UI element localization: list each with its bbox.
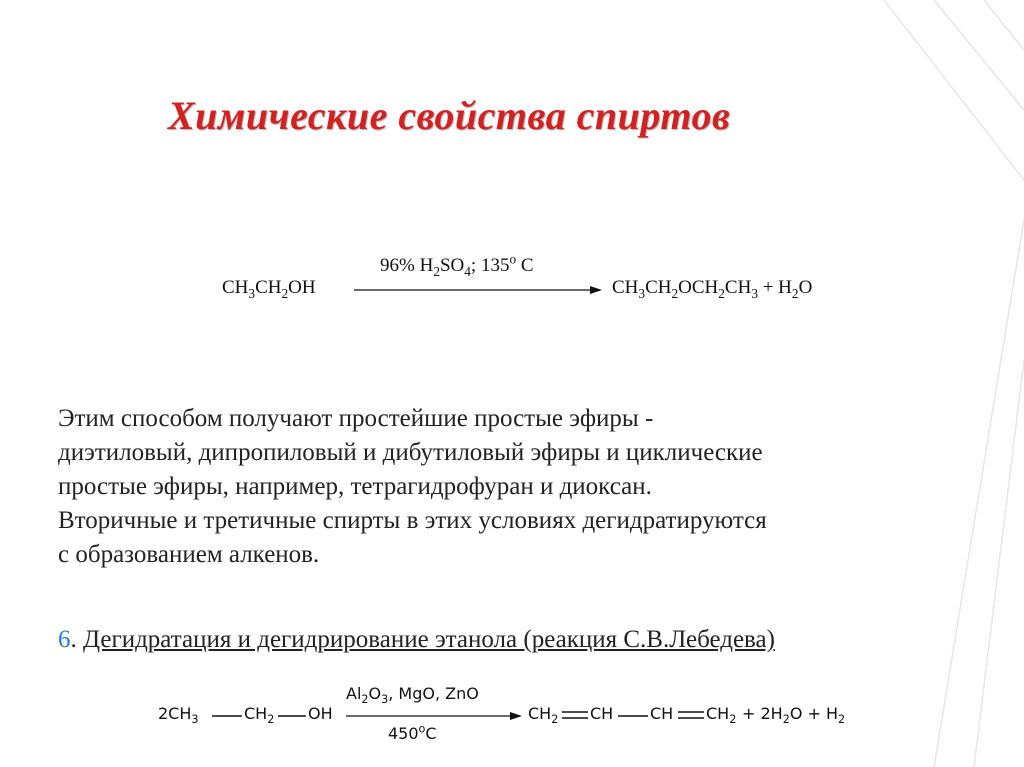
single-bond — [212, 713, 242, 719]
paragraph-line: Этим способом получают простейшие простые эфиры - — [58, 405, 654, 432]
single-bond — [618, 713, 648, 719]
temperature-condition: 450$^o$C — [388, 722, 437, 743]
paragraph-line: Вторичные и третичные спирты в этих условиях дегидратируются — [58, 507, 767, 534]
slide-title: Химические свойства спиртов — [168, 93, 731, 138]
reaction-lebedev — [158, 684, 898, 744]
paragraph-line: с образованием алкенов. — [58, 541, 320, 568]
reaction-etherification — [222, 251, 882, 305]
reaction-arrow — [346, 710, 522, 722]
paragraph-line: диэтиловый, дипропиловый и дибутиловый эфиры и циклические — [58, 439, 763, 466]
product-ch2-end: $CH_2$ — [706, 704, 737, 727]
description-paragraph — [58, 402, 978, 572]
product-ch: CH — [590, 704, 614, 723]
byproducts: + $2H_2O + H_2$ — [742, 704, 846, 727]
product-diethyl-ether: $CH_3CH_2OCH_2CH_3 + H_2O$ — [612, 277, 813, 301]
catalyst-condition: $Al_2O_3$, MgO, ZnO — [346, 684, 479, 707]
reaction-arrow — [354, 283, 602, 297]
single-bond — [278, 713, 306, 719]
reactant-ethanol: $CH_3CH_2OH$ — [222, 277, 316, 301]
reactant-ch2: $CH_2$ — [244, 704, 275, 727]
reactant-ch3: $2CH_3$ — [158, 704, 199, 727]
double-bond — [562, 710, 588, 720]
product-ch: CH — [650, 704, 674, 723]
section-title: Дегидратация и дегидрирование этанола (реакция С.В.Лебедева) — [83, 626, 775, 653]
reactant-oh: OH — [308, 704, 333, 723]
section-number: 6 — [58, 626, 71, 653]
product-ch2: $CH_2$ — [528, 704, 559, 727]
background-decoration — [874, 0, 1024, 767]
paragraph-line: простые эфиры, например, тетрагидрофуран и диоксан. — [58, 473, 652, 500]
double-bond — [678, 710, 704, 720]
section-heading: 6. Дегидратация и дегидрирование этанола (реакция С.В.Лебедева) — [58, 626, 775, 653]
reaction-condition: 96% $H_2SO_4$; 135$^o$ C — [380, 251, 534, 279]
